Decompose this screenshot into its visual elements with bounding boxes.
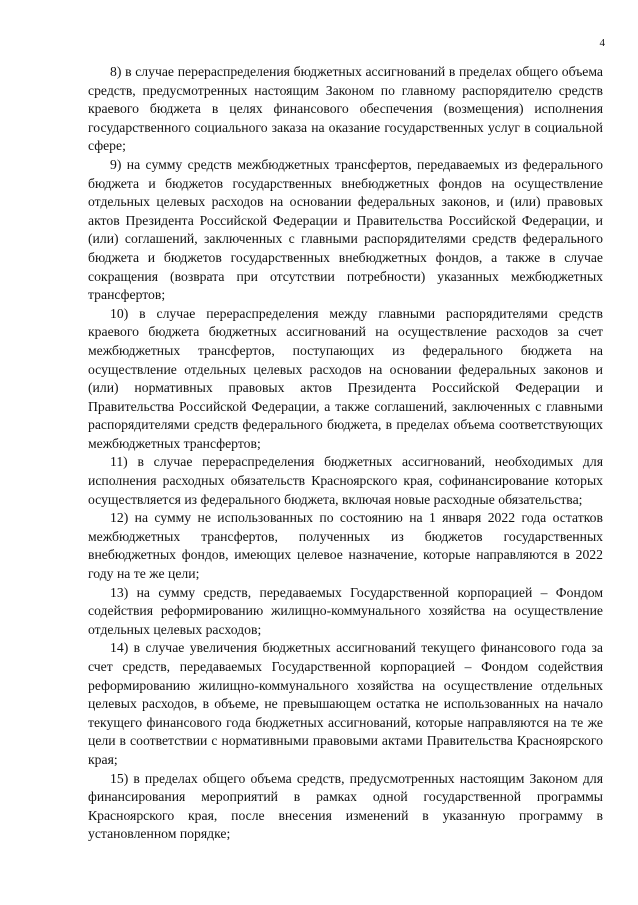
paragraph-item-9: 9) на сумму средств межбюджетных трансфертов, передаваемых из федерального бюджета и бюджетов государственных внебюджетных фондов на осуществление отдельных целевых расходов на основании федеральных законов, и (или) правовых актов Президента Российской Федерации и Правительства Российской Федерации, и (или) соглашений, заключенных с главными распорядителями средств федерального бюджета и бюджетов государственных внебюджетных фондов, а также в случае сокращения (возврата при отсутствии потребности) указанных межбюджетных трансфертов; bbox=[88, 156, 603, 303]
paragraph-item-14: 14) в случае увеличения бюджетных ассигнований текущего финансового года за счет средств, передаваемых Государственной корпорацией – Фондом содействия реформированию жилищно-коммунального хозяйства на осуществление отдельных целевых расходов, в объеме, не превышающем остатка не использованных на начало текущего финансового года бюджетных ассигнований, которые направляются на те же цели в соответствии с нормативными правовыми актами Правительства Красноярского края; bbox=[88, 640, 603, 767]
paragraph-item-12: 12) на сумму не использованных по состоянию на 1 января 2022 года остатков межбюджетных трансфертов, полученных из бюджетов государственных внебюджетных фондов, имеющих целевое назначение, которые направляются в 2022 году на те же цели; bbox=[88, 510, 603, 582]
paragraph-item-8: 8) в случае перераспределения бюджетных ассигнований в пределах общего объема средств, предусмотренных настоящим Законом по главному распорядителю средств краевого бюджета в целях финансового обеспечения (возмещения) исполнения государственного социального заказа на оказание государственных услуг в социальной сфере; bbox=[88, 64, 603, 154]
paragraph-item-13: 13) на сумму средств, передаваемых Государственной корпорацией – Фондом содействия реформированию жилищно-коммунального хозяйства на осуществление отдельных целевых расходов; bbox=[88, 584, 603, 637]
paragraph-item-15: 15) в пределах общего объема средств, предусмотренных настоящим Законом для финансирования мероприятий в рамках одной государственной программы Красноярского края, после внесения изменений в указанную программу в установленном порядке; bbox=[88, 770, 603, 842]
document-body bbox=[88, 63, 603, 844]
page-number: 4 bbox=[599, 37, 605, 49]
paragraph-item-10: 10) в случае перераспределения между главными распорядителями средств краевого бюджета бюджетных ассигнований на осуществление расходов за счет межбюджетных трансфертов, поступающих из федерального бюджета на осуществление отдельных целевых расходов на основании федеральных законов и (или) нормативных правовых актов Президента Российской Федерации и Правительства Российской Федерации, а также соглашений, заключенных с главными распорядителями средств федерального бюджета, в пределах объема соответствующих межбюджетных трансфертов; bbox=[88, 305, 603, 451]
paragraph-item-11: 11) в случае перераспределения бюджетных ассигнований, необходимых для исполнения расходных обязательств Красноярского края, софинансирование которых осуществляется из федерального бюджета, включая новые расходные обязательства; bbox=[88, 454, 603, 507]
